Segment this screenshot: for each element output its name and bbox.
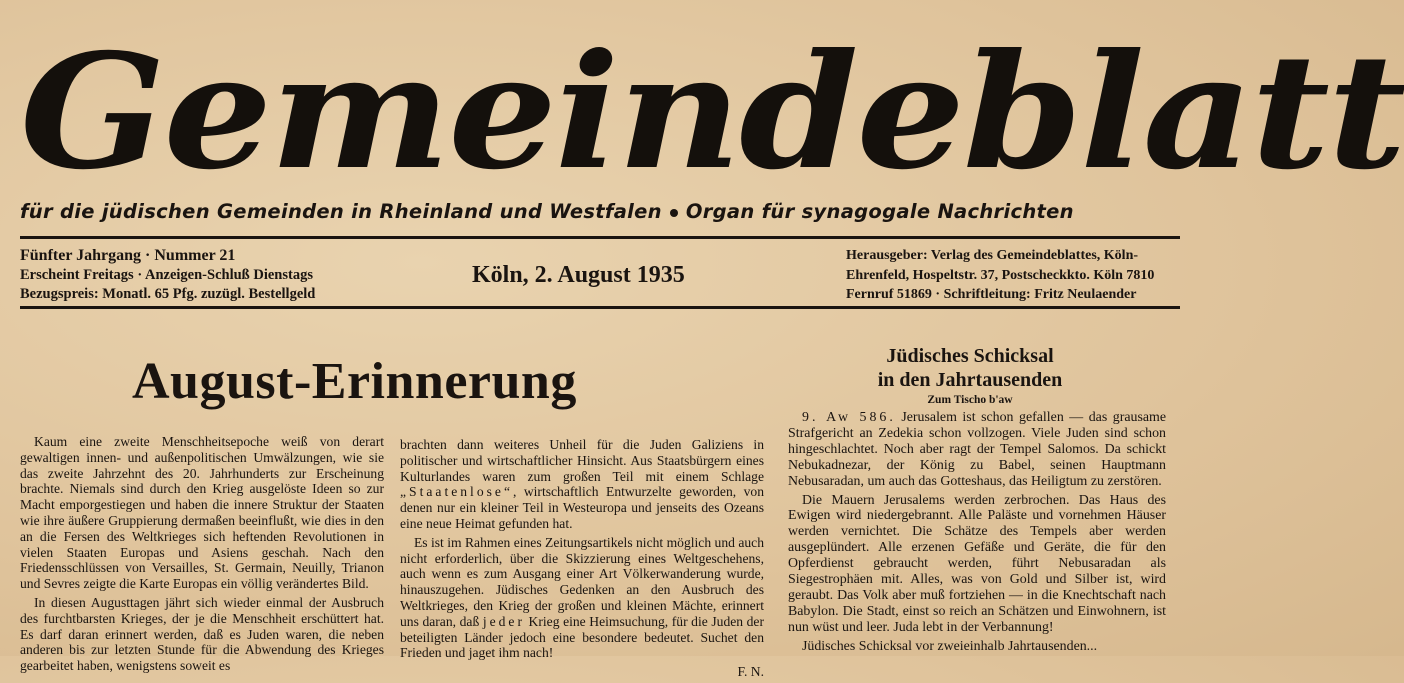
dateline: Köln, 2. August 1935 (472, 262, 685, 288)
header-rule-top (20, 236, 1180, 239)
article-paragraph: Kaum eine zweite Menschheitsepoche weiß von derart gewaltigen innen- und außenpolitischen Umwälzungen, wie sie das zweite Jahrzehnt des 20. Jahrhunderts zur Erscheinung brachte. Niemals sind durch den Krieg ausgelöste Ideen so zur Macht emporgestiegen und haben die innere Struktur der Staaten wie ihre äußere Gruppierung dermaßen beeinflußt, wie dies in den an die Fersen des Weltkrieges sich heftenden Revolutionen in vielen Staaten Europas und Asiens geschah. Nach den Friedensschlüssen von Versailles, St. Germain, Neuilly, Trianon und Sevres zeigte die Karte Europas ein völlig verändertes Bild. (20, 434, 384, 592)
article-paragraph: Jüdisches Schicksal vor zweieinhalb Jahrtausenden... (802, 638, 1098, 654)
side-title-line-2: in den Jahrtausenden (877, 369, 1063, 391)
article-paragraph (400, 535, 764, 661)
text-run: Jerusalem ist schon gefallen — das grausame Strafgericht an Zedekia schon vollzogen. Viele Juden sind schon hingeschlachtet. Noch aber ragt der Tempel Salomos. Da schickt Nebukadnezar, der König zu Babel, seinen Hauptmann Nebusaradan, um auch das Gotteshaus, das Heiligtum zu zerstören. (788, 410, 1166, 489)
article-signature: F. N. (737, 664, 764, 680)
text-run: Krieg eine Heimsuchung, für die Juden der beteiligten Länder jedoch eine besondere bedeutet. Suchet den Frieden und jaget ihm nach! (400, 613, 764, 661)
main-article-column-1 (20, 434, 384, 677)
text-run: , wirtschaftlich Entwurzelte geworden, von denen nur ein kleiner Teil in Westeuropa und jenseits des Ozeans eine neue Heimat gefunden hat. (400, 484, 764, 531)
side-title-line-1: Jüdisches Schicksal (886, 345, 1054, 367)
subtitle-right: Organ für synagogale Nachrichten (685, 200, 1074, 223)
publisher-line-2: Ehrenfeld, Hospeltstr. 37, Postscheckkto. Köln 7810 (846, 267, 1155, 283)
issue-line-3: Bezugspreis: Monatl. 65 Pfg. zuzügl. Bestellgeld (20, 286, 316, 302)
issue-line-2: Erscheint Freitags · Anzeigen-Schluß Dienstags (20, 266, 313, 283)
article-paragraph: Die Mauern Jerusalems werden zerbrochen. Das Haus des Ewigen wird niedergebrannt. Alle Paläste und vornehmen Häuser werden vernichtet. Die Schätze des Tempels aber werden ausgeplündert. Alle erzenen Gefäße und Geräte, die für den Opferdienst gebraucht werden, führt Nebusaradan als Siegestrophäen mit. Alles, was von Gold und Silber ist, wird geraubt. Das Volk aber muß fortziehen — in die Knechtschaft nach Babylon. Die Stadt, einst so reich an Schätzen und Einwohnern, ist nun wüst und leer. Juda lebt in der Verbannung! (788, 492, 1166, 635)
masthead-subtitle (20, 200, 1180, 223)
issue-line-1: Fünfter Jahrgang · Nummer 21 (20, 247, 236, 264)
bullet-icon (670, 209, 678, 217)
emphasis-text: jeder (482, 613, 525, 629)
date-lead: 9. Aw 586. (802, 410, 896, 425)
header-rule-bottom (20, 306, 1180, 309)
publisher-line-3: Fernruf 51869 · Schriftleitung: Fritz Neulaender (846, 287, 1137, 302)
publisher-line-1: Herausgeber: Verlag des Gemeindeblattes, Köln- (846, 248, 1139, 263)
masthead-title: Gemeindeblatt (20, 20, 1404, 205)
issue-info (20, 246, 315, 305)
subtitle-left: für die jüdischen Gemeinden in Rheinland und Westfalen (20, 200, 662, 223)
article-paragraph (400, 437, 764, 532)
main-headline: August-Erinnerung (132, 353, 577, 410)
article-paragraph: In diesen Augusttagen jährt sich wieder einmal der Ausbruch des furchtbarsten Krieges, der je die Menschheit erschüttert hat. Es darf daran erinnert werden, daß es Juden waren, die neben anderen bis zur letzten Stunde für die Abwendung des Krieges gearbeitet haben, wenigstens soweit es (20, 594, 384, 674)
emphasis-text: „Staatenlose“ (400, 484, 513, 500)
side-article-subtitle: Zum Tischo b'aw (927, 394, 1013, 406)
publisher-info (846, 246, 1154, 305)
side-article-title (790, 344, 1150, 392)
main-article-column-2 (400, 437, 764, 683)
side-article-column (788, 410, 1166, 658)
text-run: Es ist im Rahmen eines Zeitungsartikels nicht möglich und auch nicht erforderlich, über die Skizzierung eines Weltgeschehens, auch wenn es zum Ausgang einer Art Völkerwanderung wurde, hinauszugehen. Jüdisches Gedenken an den Ausbruch des Weltkrieges, den Krieg der großen und kleinen Mächte, erinnert uns daran, daß (400, 534, 764, 629)
text-run: brachten dann weiteres Unheil für die Juden Galiziens in politischer und wirtschaftlicher Hinsicht. Aus Staatsbürgern eines Kulturlandes waren zum großen Teil mit einem Schlage (400, 437, 764, 484)
article-paragraph (788, 410, 1166, 490)
